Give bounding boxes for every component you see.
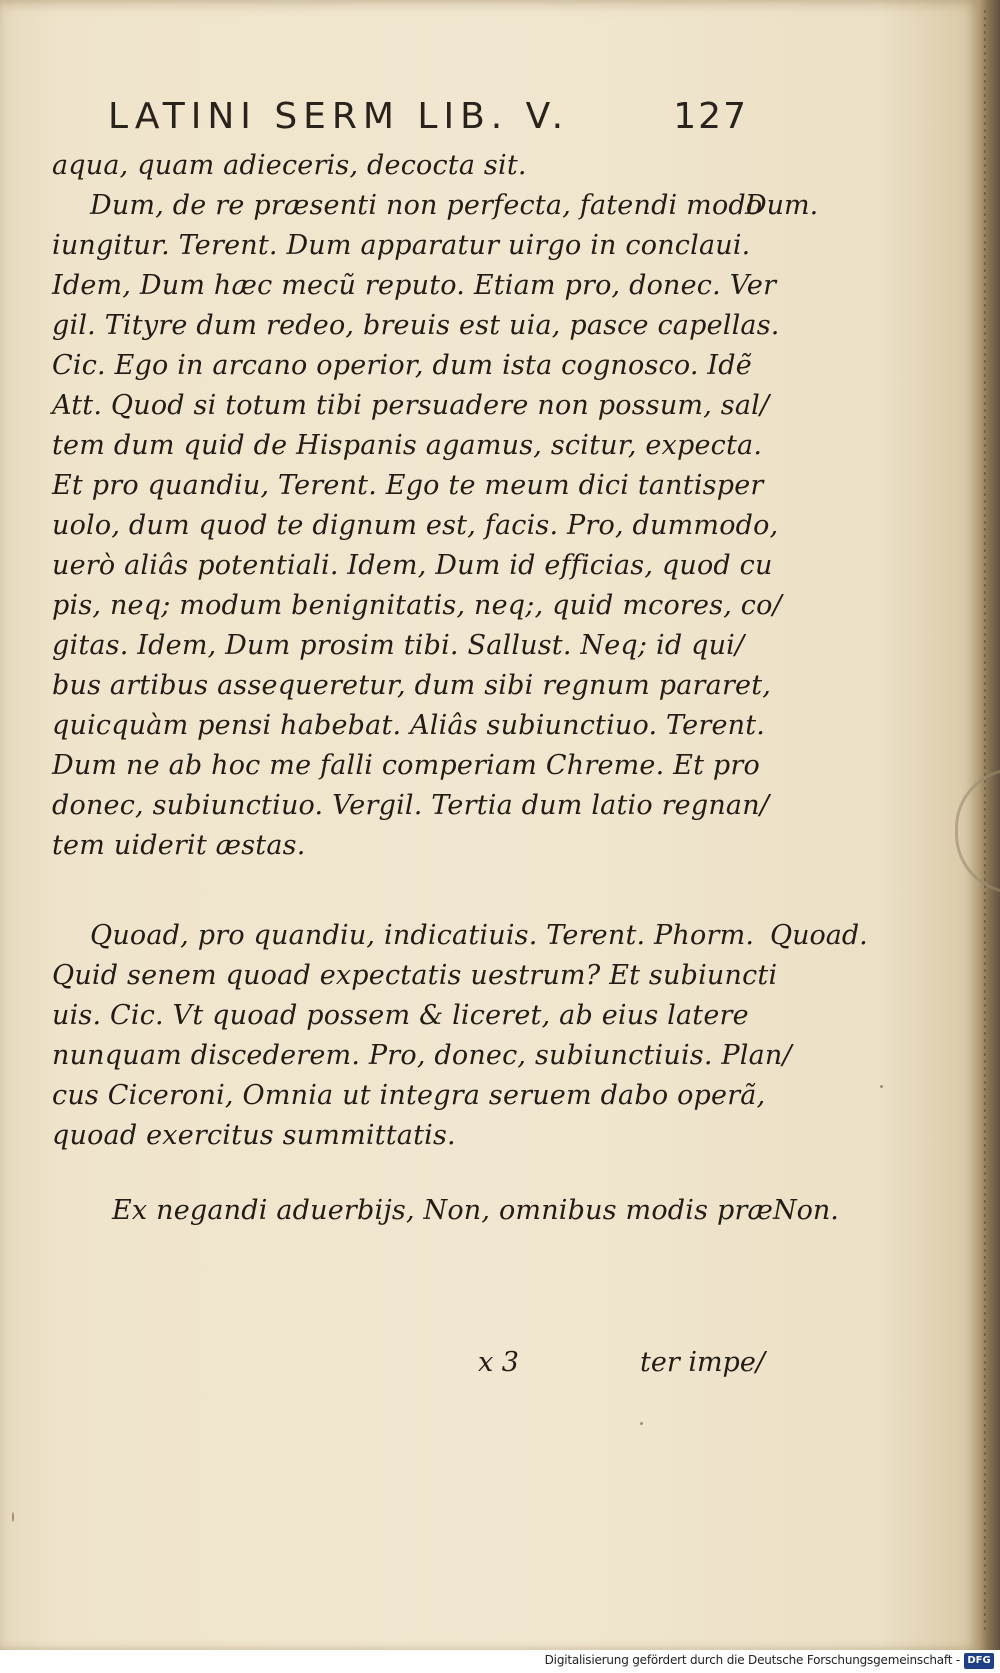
text-line: Quoad, pro quandiu, indicatiuis. Terent. Phorm. [90, 920, 755, 951]
text-line: Idem, Dum hæc mecũ reputo. Etiam pro, donec. Ver [52, 270, 777, 301]
text-line: Cic. Ego in arcano operior, dum ista cognosco. Idẽ [52, 350, 752, 381]
text-line: quicquàm pensi habebat. Aliâs subiunctiuo. Terent. [52, 710, 766, 741]
margin-note-quoad: Quoad. [770, 920, 868, 951]
catchword: ter impe/ [640, 1347, 765, 1378]
text-line: Et pro quandiu, Terent. Ego te meum dici tantisper [52, 470, 764, 501]
running-header [108, 96, 748, 140]
text-line: Dum, de re præsenti non perfecta, fatendi modo [90, 190, 763, 221]
text-line: uerò aliâs potentiali. Idem, Dum id efficias, quod cu [52, 550, 773, 581]
signature-mark: x 3 [478, 1347, 519, 1378]
text-line: tem uiderit æstas. [52, 830, 306, 861]
text-line: uis. Cic. Vt quoad possem & liceret, ab eius latere [52, 1000, 749, 1031]
page-number: 127 [673, 96, 748, 137]
text-line: Quid senem quoad expectatis uestrum? Et subiuncti [52, 960, 778, 991]
text-line: gitas. Idem, Dum prosim tibi. Sallust. Neq; id qui/ [52, 630, 745, 661]
text-line: donec, subiunctiuo. Vergil. Tertia dum latio regnan/ [52, 790, 770, 821]
text-line: aqua, quam adieceris, decocta sit. [52, 150, 527, 181]
text-line: pis, neq; modum benignitatis, neq;, quid mcores, co/ [52, 590, 782, 621]
text-line: quoad exercitus summittatis. [52, 1120, 456, 1151]
dfg-logo: DFG [964, 1653, 994, 1669]
text-line: tem dum quid de Hispanis agamus, scitur, expecta. [52, 430, 763, 461]
text-line: Dum ne ab hoc me falli comperiam Chreme. Et pro [52, 750, 760, 781]
credit-text: Digitalisierung gefördert durch die Deutsche Forschungsgemeinschaft - [544, 1653, 960, 1667]
running-title: LATINI SERM LIB. V. [108, 96, 570, 137]
paper-speck [880, 1085, 883, 1088]
text-line: iungitur. Terent. Dum apparatur uirgo in conclaui. [52, 230, 751, 261]
text-line: bus artibus assequeretur, dum sibi regnum pararet, [52, 670, 772, 701]
margin-note-dum: Dum. [745, 190, 819, 221]
text-line: uolo, dum quod te dignum est, facis. Pro, dummodo, [52, 510, 779, 541]
text-line: nunquam discederem. Pro, donec, subiunctiuis. Plan/ [52, 1040, 792, 1071]
paper-speck [12, 1512, 14, 1522]
text-line: Att. Quod si totum tibi persuadere non possum, sal/ [52, 390, 770, 421]
text-line: cus Ciceroni, Omnia ut integra seruem dabo operã, [52, 1080, 766, 1111]
digitization-credit-bar [0, 1650, 1000, 1673]
text-line: gil. Tityre dum redeo, breuis est uia, pasce capellas. [52, 310, 780, 341]
paper-speck [640, 1422, 643, 1425]
text-line: Ex negandi aduerbijs, Non, omnibus modis præ [112, 1195, 774, 1226]
margin-note-non: Non. [773, 1195, 839, 1226]
